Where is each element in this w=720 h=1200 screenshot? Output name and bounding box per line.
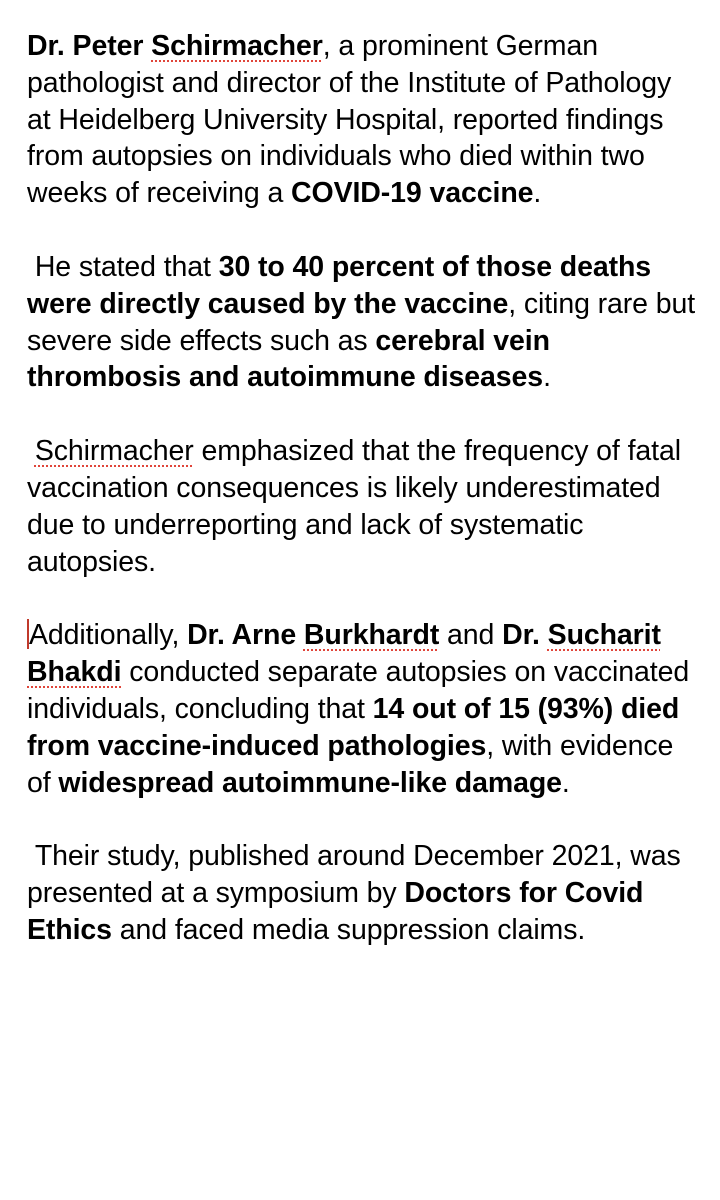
bold-text: Doctors for Covid Ethics [27, 877, 644, 946]
bold-text: Dr. [502, 619, 548, 652]
misspelled-word[interactable]: Schirmacher [151, 30, 323, 62]
paragraph-study-publication [27, 838, 700, 948]
body-text: conducted separate autopsies on vaccinated individuals, concluding that [27, 656, 690, 725]
misspelled-word[interactable]: Schirmacher [34, 435, 194, 468]
body-text: and [439, 619, 503, 652]
misspelled-word[interactable]: Bhakdi [27, 656, 122, 689]
bold-text: 14 out of 15 (93%) died from vaccine-induced pathologies [27, 692, 680, 762]
bold-text: COVID-19 vaccine [291, 177, 534, 210]
bold-text: 30 to 40 percent of those deaths were directly caused by the vaccine [27, 250, 652, 320]
bold-text: Dr. Arne [187, 619, 304, 652]
body-text: He stated that [27, 250, 219, 283]
body-text [27, 435, 35, 467]
body-text: Additionally, [29, 619, 188, 652]
misspelled-word[interactable]: Burkhardt [303, 619, 440, 652]
body-text: Their study, published around December 2021, was presented at a symposium by [27, 840, 689, 910]
body-text: emphasized that the frequency of fatal vaccination consequences is likely underestimated due to underreporting and lack of systematic autopsies. [27, 435, 681, 578]
body-text: , with evidence of [27, 729, 674, 799]
paragraph-schirmacher-findings [27, 28, 700, 212]
paragraph-death-percentage [27, 249, 700, 396]
body-text: . [561, 766, 570, 799]
body-text: , citing rare but severe side effects such as [27, 287, 696, 357]
bold-text: Dr. Peter [27, 30, 152, 62]
body-text: . [533, 177, 542, 210]
bold-text: widespread autoimmune-like damage [58, 766, 562, 799]
paragraph-underestimation [27, 433, 700, 580]
bold-text: cerebral vein thrombosis and autoimmune diseases [27, 324, 550, 394]
misspelled-word[interactable]: Sucharit [547, 619, 661, 652]
body-text: , a prominent German pathologist and director of the Institute of Pathology at Heidelberg University Hospital, reported findings from autopsies on individuals who died within two weeks of receiving a [27, 30, 672, 210]
body-text: and faced media suppression claims. [111, 913, 586, 946]
body-text: . [543, 361, 551, 394]
paragraph-burkhardt-bhakdi [27, 617, 700, 801]
